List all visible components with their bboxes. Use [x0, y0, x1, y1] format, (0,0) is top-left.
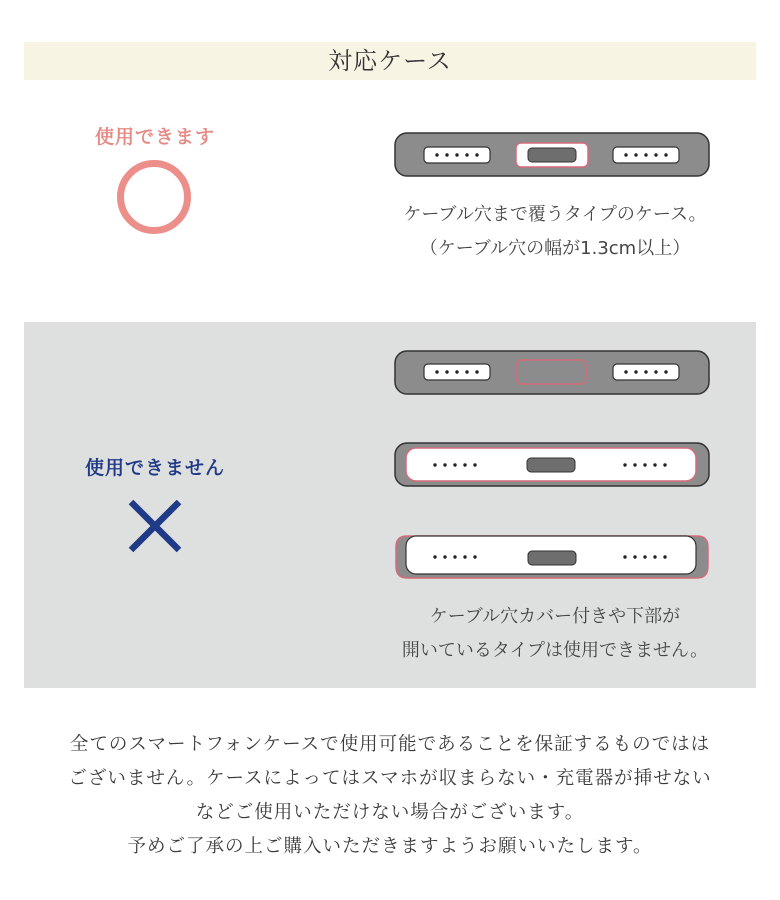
disclaimer-notice	[40, 728, 740, 864]
compatible-caption-line2: （ケーブル穴の幅が1.3cm以上）	[419, 238, 691, 259]
fully-open-case-diagram	[394, 534, 710, 580]
open-bottom-case-diagram	[394, 442, 710, 488]
cross-ng-icon	[127, 498, 183, 554]
incompatible-caption-line2: 開いているタイプは使用できません。	[401, 640, 709, 661]
compatible-caption	[370, 198, 740, 266]
incompatible-caption	[370, 600, 740, 668]
notice-line2: ございません。ケースによってはスマホが収まらない・充電器が挿せない	[68, 768, 712, 789]
notice-line1: 全てのスマートフォンケースで使用可能であることを保証するものではは	[69, 734, 711, 755]
compatible-case-diagram	[394, 132, 710, 178]
incompatible-caption-line1: ケーブル穴カバー付きや下部が	[429, 606, 681, 627]
title-band	[24, 42, 756, 80]
compatible-caption-line1: ケーブル穴まで覆うタイプのケース。	[403, 204, 707, 225]
compatible-label: 使用できます	[94, 126, 215, 148]
covered-port-case-diagram	[394, 350, 710, 396]
circle-ok-icon	[117, 160, 191, 234]
section-title: 対応ケース	[328, 47, 452, 75]
incompatible-label: 使用できません	[84, 457, 225, 479]
notice-line4: 予めご了承の上ご購入いただきますようお願いいたします。	[127, 836, 653, 857]
notice-line3: などご使用いただけない場合がございます。	[195, 802, 585, 823]
